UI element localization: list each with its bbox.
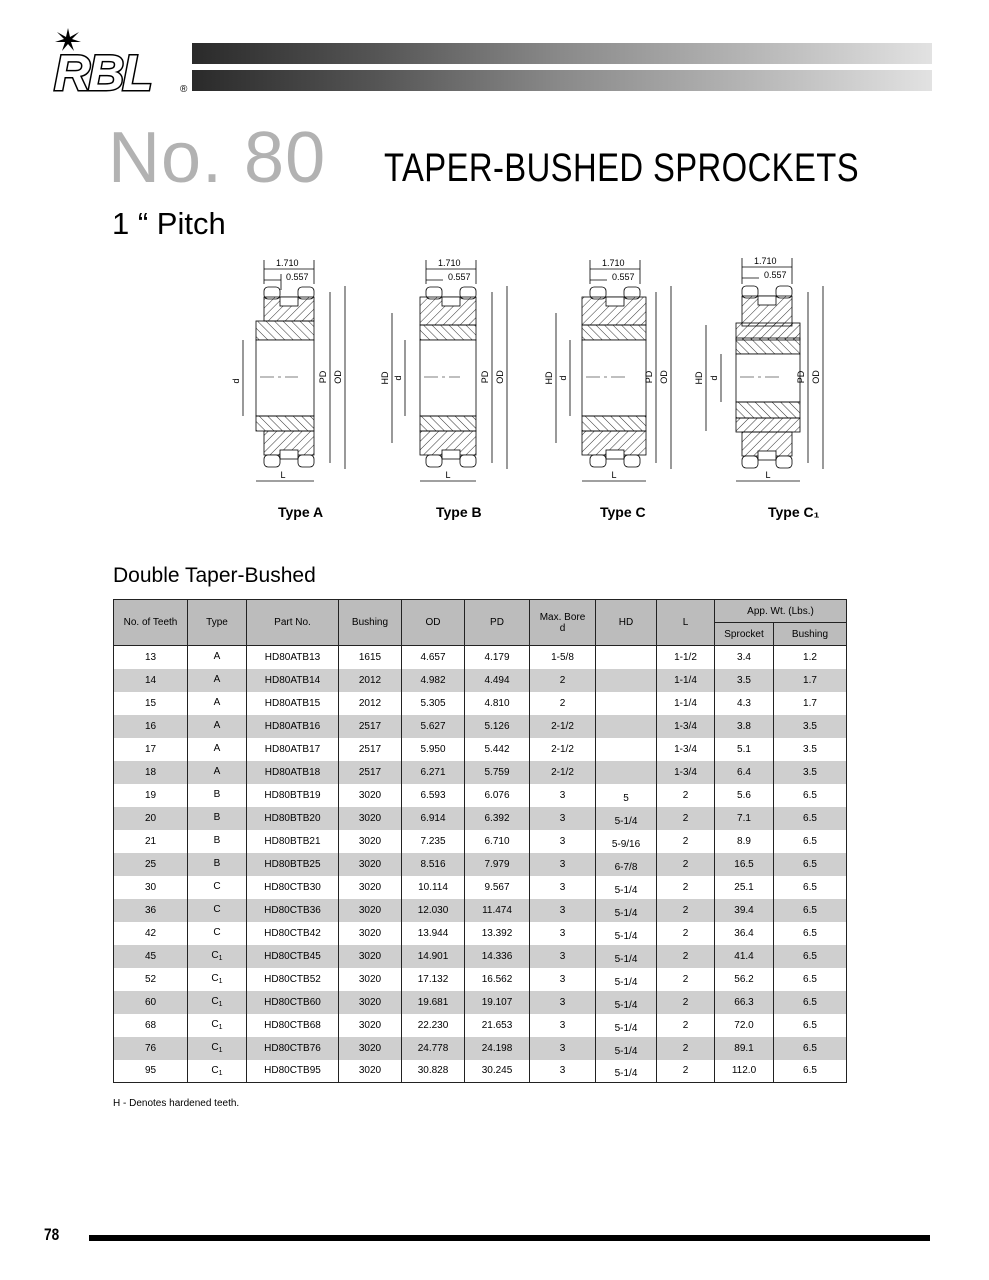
col-header-bushing: Bushing — [339, 600, 402, 646]
cell-l: 2 — [657, 807, 715, 830]
diagram-label-type-b: Type B — [436, 504, 482, 520]
cell-pd: 4.494 — [465, 669, 530, 692]
table-row — [114, 807, 847, 830]
cell-teeth: 20 — [114, 807, 188, 830]
svg-text:1.710: 1.710 — [276, 258, 299, 268]
cell-hd: 5-1/4 — [596, 945, 657, 968]
table-row — [114, 692, 847, 715]
cell-part: HD80ATB17 — [247, 738, 339, 761]
cell-od: 14.901 — [402, 945, 465, 968]
cell-part: HD80CTB45 — [247, 945, 339, 968]
cell-wt-b: 6.5 — [774, 853, 847, 876]
table-body — [114, 646, 847, 1083]
cell-od: 22.230 — [402, 1014, 465, 1037]
cell-l: 2 — [657, 1060, 715, 1083]
cell-type: C — [188, 876, 247, 899]
cell-pd: 30.245 — [465, 1060, 530, 1083]
cell-part: HD80CTB52 — [247, 968, 339, 991]
cell-pd: 6.076 — [465, 784, 530, 807]
table-row — [114, 669, 847, 692]
cell-bushing: 3020 — [339, 807, 402, 830]
cell-bore: 3 — [530, 899, 596, 922]
cell-part: HD80ATB18 — [247, 761, 339, 784]
cell-l: 1-1/4 — [657, 669, 715, 692]
cell-pd: 24.198 — [465, 1037, 530, 1060]
svg-text:OD: OD — [811, 370, 821, 384]
cell-bore: 2 — [530, 669, 596, 692]
cell-type: A — [188, 669, 247, 692]
cell-teeth: 18 — [114, 761, 188, 784]
svg-text:RBL: RBL — [54, 45, 151, 98]
table-row — [114, 784, 847, 807]
header-gradient-bar-top — [192, 43, 932, 64]
cell-wt-s: 41.4 — [715, 945, 774, 968]
cell-wt-b: 6.5 — [774, 1014, 847, 1037]
cell-part: HD80ATB15 — [247, 692, 339, 715]
cell-wt-s: 4.3 — [715, 692, 774, 715]
svg-text:®: ® — [180, 84, 188, 95]
footer-rule — [89, 1235, 930, 1241]
cell-l: 1-3/4 — [657, 738, 715, 761]
cell-l: 2 — [657, 899, 715, 922]
cell-wt-b: 6.5 — [774, 968, 847, 991]
cell-part: HD80BTB19 — [247, 784, 339, 807]
cell-wt-b: 6.5 — [774, 876, 847, 899]
table-row — [114, 991, 847, 1014]
cell-bushing: 3020 — [339, 830, 402, 853]
header-gradient-bar-bottom — [192, 70, 932, 91]
cell-hd: 5-1/4 — [596, 968, 657, 991]
svg-text:0.557: 0.557 — [286, 272, 309, 282]
cell-part: HD80BTB21 — [247, 830, 339, 853]
cell-bore: 1-5/8 — [530, 646, 596, 669]
cell-hd: 5-1/4 — [596, 807, 657, 830]
table-row — [114, 646, 847, 669]
svg-text:OD: OD — [495, 370, 505, 384]
cell-type: B — [188, 784, 247, 807]
pitch-label: 1 “ Pitch — [112, 206, 226, 241]
cell-hd: 5-9/16 — [596, 830, 657, 853]
cell-wt-s: 3.4 — [715, 646, 774, 669]
cell-pd: 5.126 — [465, 715, 530, 738]
svg-text:1.710: 1.710 — [754, 256, 777, 266]
cell-wt-b: 6.5 — [774, 1037, 847, 1060]
cell-hd — [596, 738, 657, 761]
svg-text:1.710: 1.710 — [438, 258, 461, 268]
cell-type: C — [188, 899, 247, 922]
cell-type: A — [188, 692, 247, 715]
cell-part: HD80ATB13 — [247, 646, 339, 669]
cell-teeth: 68 — [114, 1014, 188, 1037]
cell-part: HD80ATB14 — [247, 669, 339, 692]
cell-bushing: 2012 — [339, 669, 402, 692]
cell-wt-b: 6.5 — [774, 1060, 847, 1083]
diagram-type-c — [544, 258, 671, 481]
cell-bore: 3 — [530, 968, 596, 991]
cell-teeth: 42 — [114, 922, 188, 945]
svg-text:HD: HD — [694, 371, 704, 385]
cell-type: A — [188, 715, 247, 738]
svg-text:d: d — [393, 375, 403, 381]
cell-type: $C_1$ — [188, 1060, 247, 1083]
svg-text:d: d — [709, 375, 719, 381]
svg-text:PD: PD — [318, 370, 328, 384]
cell-wt-b: 3.5 — [774, 761, 847, 784]
cell-od: 4.657 — [402, 646, 465, 669]
svg-text:L: L — [445, 470, 451, 480]
cell-od: 8.516 — [402, 853, 465, 876]
cell-bore: 2-1/2 — [530, 738, 596, 761]
cell-hd: 5-1/4 — [596, 922, 657, 945]
cell-bore: 3 — [530, 945, 596, 968]
cell-hd: 5-1/4 — [596, 1060, 657, 1083]
svg-text:0.557: 0.557 — [612, 272, 635, 282]
cell-part: HD80CTB68 — [247, 1014, 339, 1037]
table-row — [114, 761, 847, 784]
diagram-label-type-c1: Type C₁ — [768, 504, 820, 520]
cell-wt-b: 1.2 — [774, 646, 847, 669]
cell-wt-b: 3.5 — [774, 738, 847, 761]
cell-wt-b: 6.5 — [774, 899, 847, 922]
svg-text:0.557: 0.557 — [764, 270, 787, 280]
cell-l: 2 — [657, 876, 715, 899]
svg-text:d: d — [231, 378, 241, 384]
cell-od: 5.305 — [402, 692, 465, 715]
cell-part: HD80CTB30 — [247, 876, 339, 899]
cell-part: HD80CTB76 — [247, 1037, 339, 1060]
cell-part: HD80BTB20 — [247, 807, 339, 830]
cell-bore: 3 — [530, 991, 596, 1014]
cell-hd — [596, 646, 657, 669]
cell-wt-s: 56.2 — [715, 968, 774, 991]
cell-type: $C_1$ — [188, 968, 247, 991]
cell-wt-b: 3.5 — [774, 715, 847, 738]
cell-teeth: 14 — [114, 669, 188, 692]
cell-bore: 3 — [530, 784, 596, 807]
rbl-logo — [48, 28, 198, 98]
cell-bushing: 3020 — [339, 945, 402, 968]
cell-teeth: 13 — [114, 646, 188, 669]
cell-hd — [596, 715, 657, 738]
cell-hd: 5-1/4 — [596, 899, 657, 922]
cell-type: A — [188, 738, 247, 761]
svg-text:1.710: 1.710 — [602, 258, 625, 268]
cell-bushing: 2012 — [339, 692, 402, 715]
cell-type: A — [188, 646, 247, 669]
cell-pd: 5.442 — [465, 738, 530, 761]
cell-wt-s: 25.1 — [715, 876, 774, 899]
cell-od: 5.627 — [402, 715, 465, 738]
cell-bushing: 2517 — [339, 738, 402, 761]
cell-od: 19.681 — [402, 991, 465, 1014]
cell-bore: 2-1/2 — [530, 715, 596, 738]
cell-l: 2 — [657, 991, 715, 1014]
table-row — [114, 876, 847, 899]
cell-bushing: 3020 — [339, 1060, 402, 1083]
cell-teeth: 30 — [114, 876, 188, 899]
diagram-label-type-c: Type C — [600, 504, 646, 520]
cell-wt-s: 5.6 — [715, 784, 774, 807]
cell-part: HD80CTB95 — [247, 1060, 339, 1083]
cell-wt-s: 8.9 — [715, 830, 774, 853]
cell-wt-b: 6.5 — [774, 807, 847, 830]
cell-wt-s: 6.4 — [715, 761, 774, 784]
cell-wt-b: 6.5 — [774, 784, 847, 807]
cell-type: A — [188, 761, 247, 784]
cell-od: 10.114 — [402, 876, 465, 899]
series-number: No. 80 — [108, 118, 327, 198]
cell-pd: 7.979 — [465, 853, 530, 876]
svg-text:PD: PD — [480, 370, 490, 384]
cell-teeth: 76 — [114, 1037, 188, 1060]
table-row — [114, 1060, 847, 1083]
cell-hd: 5 — [596, 784, 657, 807]
cell-hd — [596, 761, 657, 784]
cell-wt-b: 6.5 — [774, 922, 847, 945]
cell-type: B — [188, 830, 247, 853]
cell-od: 6.914 — [402, 807, 465, 830]
diagram-type-a — [231, 258, 345, 481]
table-row — [114, 1014, 847, 1037]
svg-text:PD: PD — [796, 370, 806, 384]
svg-text:d: d — [558, 375, 568, 381]
cell-wt-b: 6.5 — [774, 991, 847, 1014]
cell-hd: 5-1/4 — [596, 991, 657, 1014]
table-row — [114, 968, 847, 991]
cell-wt-s: 89.1 — [715, 1037, 774, 1060]
cell-part: HD80BTB25 — [247, 853, 339, 876]
cell-part: HD80CTB42 — [247, 922, 339, 945]
svg-text:OD: OD — [333, 370, 343, 384]
cell-l: 2 — [657, 830, 715, 853]
cell-wt-b: 6.5 — [774, 945, 847, 968]
diagram-type-c1 — [694, 256, 823, 481]
cell-pd: 4.810 — [465, 692, 530, 715]
cell-part: HD80CTB60 — [247, 991, 339, 1014]
cell-teeth: 60 — [114, 991, 188, 1014]
svg-text:L: L — [280, 470, 286, 480]
cell-pd: 6.710 — [465, 830, 530, 853]
svg-text:HD: HD — [544, 371, 554, 385]
cell-bushing: 2517 — [339, 715, 402, 738]
cell-l: 2 — [657, 853, 715, 876]
cell-type: $C_1$ — [188, 991, 247, 1014]
cell-teeth: 25 — [114, 853, 188, 876]
cell-od: 24.778 — [402, 1037, 465, 1060]
cell-l: 2 — [657, 1014, 715, 1037]
svg-text:L: L — [765, 470, 771, 480]
svg-text:PD: PD — [644, 370, 654, 384]
cell-pd: 9.567 — [465, 876, 530, 899]
table-row — [114, 853, 847, 876]
cell-l: 1-3/4 — [657, 761, 715, 784]
cell-bore: 3 — [530, 1060, 596, 1083]
col-header-app-wt: App. Wt. (Lbs.) — [715, 600, 847, 623]
table-row — [114, 945, 847, 968]
cell-od: 6.593 — [402, 784, 465, 807]
cell-wt-s: 3.8 — [715, 715, 774, 738]
cell-od: 7.235 — [402, 830, 465, 853]
cell-type: B — [188, 807, 247, 830]
col-header-hd: HD — [596, 600, 657, 646]
cell-wt-s: 112.0 — [715, 1060, 774, 1083]
cell-pd: 13.392 — [465, 922, 530, 945]
cell-hd: 6-7/8 — [596, 853, 657, 876]
cell-bore: 3 — [530, 922, 596, 945]
cell-bore: 2 — [530, 692, 596, 715]
table-row — [114, 922, 847, 945]
cell-type: C — [188, 922, 247, 945]
cell-l: 2 — [657, 945, 715, 968]
cell-part: HD80ATB16 — [247, 715, 339, 738]
col-header-l: L — [657, 600, 715, 646]
cell-l: 1-3/4 — [657, 715, 715, 738]
cell-wt-s: 66.3 — [715, 991, 774, 1014]
cell-pd: 11.474 — [465, 899, 530, 922]
cell-type: B — [188, 853, 247, 876]
cell-l: 2 — [657, 1037, 715, 1060]
cell-pd: 6.392 — [465, 807, 530, 830]
cell-bore: 3 — [530, 807, 596, 830]
col-header-wt-sprocket: Sprocket — [715, 623, 774, 646]
col-header-pd: PD — [465, 600, 530, 646]
cell-od: 5.950 — [402, 738, 465, 761]
footnote: H - Denotes hardened teeth. — [113, 1098, 240, 1109]
cell-bushing: 3020 — [339, 968, 402, 991]
cell-bushing: 3020 — [339, 899, 402, 922]
col-header-type: Type — [188, 600, 247, 646]
table-row — [114, 899, 847, 922]
cell-hd — [596, 669, 657, 692]
diagram-type-b — [380, 258, 507, 481]
cell-wt-b: 6.5 — [774, 830, 847, 853]
cell-bushing: 3020 — [339, 853, 402, 876]
cell-type: $C_1$ — [188, 1014, 247, 1037]
table-row — [114, 738, 847, 761]
cell-hd — [596, 692, 657, 715]
cell-teeth: 16 — [114, 715, 188, 738]
col-header-od: OD — [402, 600, 465, 646]
cell-bore: 3 — [530, 1037, 596, 1060]
cell-wt-s: 7.1 — [715, 807, 774, 830]
cell-od: 30.828 — [402, 1060, 465, 1083]
col-header-part-no: Part No. — [247, 600, 339, 646]
cell-bushing: 3020 — [339, 1014, 402, 1037]
cell-hd: 5-1/4 — [596, 1014, 657, 1037]
cell-wt-b: 1.7 — [774, 692, 847, 715]
cell-wt-s: 72.0 — [715, 1014, 774, 1037]
cell-wt-b: 1.7 — [774, 669, 847, 692]
page-title: TAPER-BUSHED SPROCKETS — [384, 146, 859, 190]
cell-od: 17.132 — [402, 968, 465, 991]
cell-teeth: 17 — [114, 738, 188, 761]
svg-text:OD: OD — [659, 370, 669, 384]
spec-table — [113, 599, 847, 1083]
diagram-label-type-a: Type A — [278, 504, 324, 520]
cell-l: 2 — [657, 784, 715, 807]
cell-bushing: 2517 — [339, 761, 402, 784]
cell-pd: 16.562 — [465, 968, 530, 991]
cell-bushing: 3020 — [339, 876, 402, 899]
cell-l: 1-1/2 — [657, 646, 715, 669]
cell-wt-s: 36.4 — [715, 922, 774, 945]
cell-teeth: 21 — [114, 830, 188, 853]
table-row — [114, 715, 847, 738]
cell-bore: 3 — [530, 853, 596, 876]
cell-bore: 3 — [530, 1014, 596, 1037]
svg-text:HD: HD — [380, 371, 390, 385]
section-title: Double Taper-Bushed — [113, 564, 316, 587]
svg-text:0.557: 0.557 — [448, 272, 471, 282]
cell-bushing: 3020 — [339, 991, 402, 1014]
cell-wt-s: 5.1 — [715, 738, 774, 761]
cell-teeth: 36 — [114, 899, 188, 922]
cell-pd: 4.179 — [465, 646, 530, 669]
cell-l: 2 — [657, 922, 715, 945]
cell-bushing: 3020 — [339, 1037, 402, 1060]
cell-od: 6.271 — [402, 761, 465, 784]
cell-bore: 2-1/2 — [530, 761, 596, 784]
cell-pd: 19.107 — [465, 991, 530, 1014]
cell-teeth: 95 — [114, 1060, 188, 1083]
cell-teeth: 15 — [114, 692, 188, 715]
cell-l: 1-1/4 — [657, 692, 715, 715]
cell-wt-s: 39.4 — [715, 899, 774, 922]
cell-hd: 5-1/4 — [596, 1037, 657, 1060]
cell-bore: 3 — [530, 830, 596, 853]
cell-od: 13.944 — [402, 922, 465, 945]
col-header-wt-bushing: Bushing — [774, 623, 847, 646]
cell-teeth: 45 — [114, 945, 188, 968]
table-row — [114, 1037, 847, 1060]
cell-teeth: 19 — [114, 784, 188, 807]
cell-pd: 21.653 — [465, 1014, 530, 1037]
cell-bore: 3 — [530, 876, 596, 899]
col-header-teeth: No. of Teeth — [114, 600, 188, 646]
cell-od: 4.982 — [402, 669, 465, 692]
cell-type: $C_1$ — [188, 1037, 247, 1060]
cell-teeth: 52 — [114, 968, 188, 991]
cell-wt-s: 16.5 — [715, 853, 774, 876]
cell-od: 12.030 — [402, 899, 465, 922]
cell-type: $C_1$ — [188, 945, 247, 968]
cell-l: 2 — [657, 968, 715, 991]
cell-bushing: 3020 — [339, 922, 402, 945]
svg-text:L: L — [611, 470, 617, 480]
cell-bushing: 1615 — [339, 646, 402, 669]
cell-pd: 5.759 — [465, 761, 530, 784]
cell-hd: 5-1/4 — [596, 876, 657, 899]
sprocket-diagrams — [220, 250, 860, 530]
cell-wt-s: 3.5 — [715, 669, 774, 692]
page-number: 78 — [44, 1225, 60, 1244]
table-row — [114, 830, 847, 853]
cell-bushing: 3020 — [339, 784, 402, 807]
cell-part: HD80CTB36 — [247, 899, 339, 922]
cell-pd: 14.336 — [465, 945, 530, 968]
col-header-max-bore: Max. Bore d — [530, 600, 596, 646]
